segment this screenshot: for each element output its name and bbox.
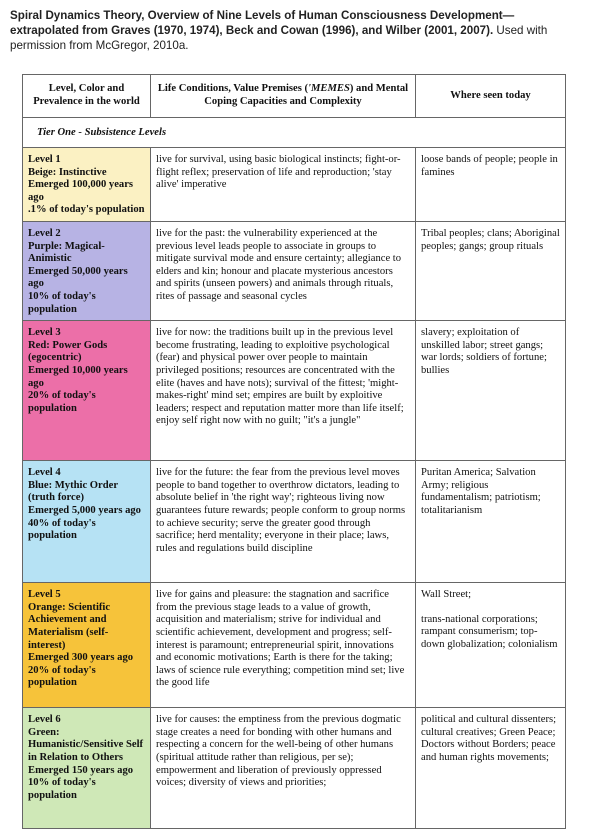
conditions-cell: live for gains and pleasure: the stagnation and sacrifice from the previous stage leads to a value of growth, acquisition and materialism; strive for individual and scientific achievement, development and progress; self-interest is paramount; entrepreneurial spirit, innovations and economic motivations; Earth is there for the taking; laws of science rule everything; competition mind set; live the good life xyxy=(151,583,416,708)
seen-text-secondary: trans-national corporations; rampant consumerism; top-down globalization; colonialism xyxy=(421,613,558,650)
seen-cell xyxy=(416,583,566,708)
seen-cell xyxy=(416,321,566,461)
table-row xyxy=(23,708,566,829)
table-row xyxy=(23,583,566,708)
level-prevalence: 40% of today's population xyxy=(28,517,96,542)
seen-text: Puritan America; Salvation Army; religious fundamentalism; patriotism; totalitarianism xyxy=(421,467,541,516)
level-prevalence: 20% of today's population xyxy=(28,390,96,414)
spiral-dynamics-table xyxy=(22,74,566,829)
level-prevalence: .1% of today's population xyxy=(28,204,145,216)
level-cell xyxy=(23,321,151,461)
level-emerged: Emerged 50,000 years ago xyxy=(28,265,128,290)
seen-cell xyxy=(416,148,566,222)
header-conditions: Life Conditions, Value Premises ('MEMES) and Mental Coping Capacities and Complexity xyxy=(151,75,416,118)
level-number: Level 2 xyxy=(28,227,61,239)
caption-permission: Used with permission from McGregor, 2010a. xyxy=(10,24,548,52)
level-color: Purple: Magical-Animistic xyxy=(28,240,105,265)
level-number: Level 3 xyxy=(28,327,61,339)
tier-label: Tier One - Subsistence Levels xyxy=(23,118,566,148)
level-number: Level 1 xyxy=(28,154,61,165)
level-emerged: Emerged 100,000 years ago xyxy=(28,179,134,203)
level-cell xyxy=(23,461,151,583)
level-emerged: Emerged 300 years ago xyxy=(28,652,134,664)
level-cell xyxy=(23,708,151,829)
seen-text: loose bands of people; people in famines xyxy=(421,154,558,178)
seen-text: Wall Street; xyxy=(421,589,472,601)
level-emerged: Emerged 150 years ago xyxy=(28,764,134,776)
conditions-cell: live for survival, using basic biological instincts; fight-or-flight reflex; preservation of life and reproduction; 'stay alive' imperative xyxy=(151,148,416,222)
table-row xyxy=(23,321,566,461)
level-cell xyxy=(23,148,151,222)
tier-row xyxy=(23,118,566,148)
level-color: Green: Humanistic/Sensitive Self in Relation to Others xyxy=(28,726,144,763)
level-emerged: Emerged 5,000 years ago xyxy=(28,504,141,516)
seen-text: political and cultural dissenters; cultural creatives; Green Peace; Doctors without Borders; peace and human rights movements; xyxy=(421,714,557,763)
conditions-cell: live for the past: the vulnerability experienced at the previous level leads people to associate in groups to mitigate survival mode and ensure certainty; allegiance to elders and kin; honour and placate mysterious ancestors and spirits (unseen powers) and animals through rituals, rites of passage and seasonal cycles xyxy=(151,221,416,320)
level-prevalence: 10% of today's population xyxy=(28,777,96,801)
seen-cell xyxy=(416,708,566,829)
level-color: Orange: Scientific Achievement and Materialism (self-interest) xyxy=(28,601,111,651)
header-row xyxy=(23,75,566,118)
table-row xyxy=(23,148,566,222)
seen-text: Tribal peoples; clans; Aboriginal peoples; gangs; group rituals xyxy=(421,227,560,252)
table-caption xyxy=(10,8,580,53)
level-prevalence: 10% of today's population xyxy=(28,290,96,315)
level-color: Red: Power Gods (egocentric) xyxy=(28,339,108,364)
header-level: Level, Color and Prevalence in the world xyxy=(23,75,151,118)
conditions-cell: live for now: the traditions built up in the previous level become frustrating, leading to exploitive psychological (fear) and physical power over people to maintain privileged positions; resources are concentrated with the elite (haves and have nots); survival of the fittest; 'might-makes-right' mind set; empires are built by exploitive leaders; respect and reputation matter more than life itself; enjoy self right now with no guilt; "it's a jungle" xyxy=(151,321,416,461)
table-row xyxy=(23,221,566,320)
caption-title: Spiral Dynamics Theory, Overview of Nine Levels of Human Consciousness Development—extrapolated from Graves (1970, 1974), Beck and Cowan (1996), and Wilber (2001, 2007). xyxy=(10,9,515,37)
level-cell xyxy=(23,221,151,320)
level-color: Blue: Mythic Order (truth force) xyxy=(28,479,118,504)
seen-text: slavery; exploitation of unskilled labor; street gangs; war lords; soldiers of fortune; bullies xyxy=(421,327,547,376)
conditions-cell: live for causes: the emptiness from the previous dogmatic stage creates a need for bonding with other humans and respecting a concern for the well-being of other humans (spiritual attitude rather than religious, per se); empowerment and liberation of previously oppressed voices; diversity of views and priorities; xyxy=(151,708,416,829)
header-seen-today: Where seen today xyxy=(416,75,566,118)
level-color: Beige: Instinctive xyxy=(28,166,107,178)
level-emerged: Emerged 10,000 years ago xyxy=(28,364,128,389)
conditions-cell: live for the future: the fear from the previous level moves people to band together to overthrow dictators, leading to absolute belief in 'the right way'; righteous living now guarantees future rewards; people conform to group norms to achieve security; serve the greater good through sacrifice; herd mentality; everyone in their place; laws, rules and regulations build discipline xyxy=(151,461,416,583)
level-number: Level 4 xyxy=(28,467,61,479)
level-number: Level 6 xyxy=(28,714,61,726)
level-number: Level 5 xyxy=(28,589,61,601)
table-row xyxy=(23,461,566,583)
seen-cell xyxy=(416,461,566,583)
level-cell xyxy=(23,583,151,708)
level-prevalence: 20% of today's population xyxy=(28,664,96,689)
seen-cell xyxy=(416,221,566,320)
